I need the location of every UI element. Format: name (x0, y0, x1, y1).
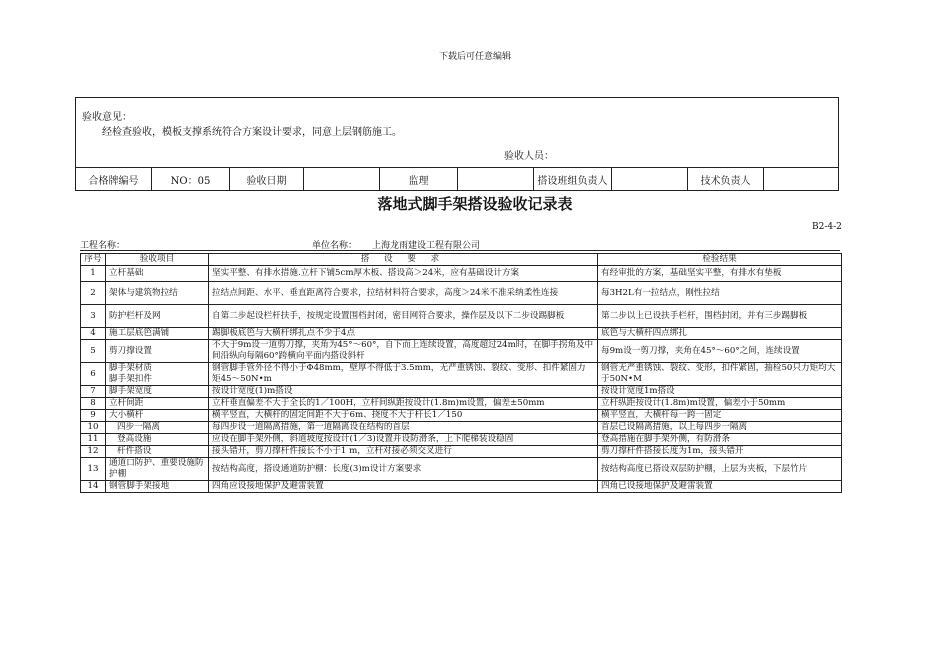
row-item: 立杆基础 (106, 266, 209, 282)
row-item: 四步一隔离 (106, 422, 209, 434)
supervisor-value (458, 168, 534, 191)
row-requirement: 坚实平整、有排水措施.立杆下铺5cm厚木板、搭设高＞24米，应有基础设计方案 (209, 266, 598, 282)
acceptance-opinion-label: 验收意见： (82, 112, 132, 123)
project-label: 工程名称： (80, 241, 126, 251)
row-no: 6 (81, 363, 106, 386)
row-result: 每9m设一剪刀撑，夹角在45°～60°之间，连续设置 (598, 340, 842, 363)
date-label: 验收日期 (230, 168, 304, 191)
acceptance-info-row (76, 167, 838, 191)
row-result: 底笆与大横杆四点绑扎 (598, 328, 842, 340)
row-no: 9 (81, 410, 106, 422)
row-requirement: 四角应设接地保护及避雷装置 (209, 481, 598, 493)
team-leader-label: 搭设班组负责人 (534, 168, 612, 191)
row-item: 脚手架材质 脚手架扣件 (106, 363, 209, 386)
row-requirement: 接头错开，剪刀撑杆件接长不小于1 m，立杆对接必须交叉进行 (209, 446, 598, 458)
tech-leader-label: 技术负责人 (688, 168, 764, 191)
row-result: 四角已设接地保护及避雷装置 (598, 481, 842, 493)
row-requirement: 自第二步起设栏杆扶手，按规定设置围档封闭，密目网符合要求，操作层及以下二步设踢脚板 (209, 305, 598, 328)
row-no: 1 (81, 266, 106, 282)
cert-no-value: NO：05 (152, 168, 230, 191)
document-title: 落地式脚手架搭设验收记录表 (377, 195, 573, 213)
unit-value: 上海龙雨建设工程有限公司 (372, 241, 481, 251)
row-result: 剪刀撑杆件搭接长度为1m，接头错开 (598, 446, 842, 458)
row-result: 登高措施在脚手架外侧，有防滑条 (598, 434, 842, 446)
table-row (81, 340, 842, 363)
header-requirement: 搭 设 要 求 (209, 254, 598, 266)
row-requirement: 不大于9m设一道剪刀撑，夹角为45°～60°，自下而上连续设置，高度超过24m时，在脚手拐角及中间沿纵向每隔60°跨横向平面内搭设斜杆 (209, 340, 598, 363)
table-row (81, 481, 842, 493)
row-result: 每3H2L有一拉结点，刚性拉结 (598, 282, 842, 305)
unit-label: 单位名称： (312, 241, 358, 251)
row-result: 立杆纵距按设计(1.8m)m设置，偏差小于50mm (598, 398, 842, 410)
row-result: 按结构高度已搭设双层防护棚，上层为夹板，下层竹片 (598, 458, 842, 481)
team-leader-value (612, 168, 688, 191)
row-no: 10 (81, 422, 106, 434)
row-requirement: 每四步设一道隔离措施，第一道隔离设在结构的首层 (209, 422, 598, 434)
row-item: 登高设施 (106, 434, 209, 446)
table-row (81, 446, 842, 458)
table-row (81, 398, 842, 410)
row-requirement: 应设在脚手架外侧，斜道坡度按设计(1／3)设置并设防滑条，上下爬梯装设稳固 (209, 434, 598, 446)
form-code: B2-4-2 (812, 222, 842, 232)
row-requirement: 踢脚板底笆与大横杆绑扎点不少于4点 (209, 328, 598, 340)
row-requirement: 立杆垂直偏差不大于全长的1／100H，立杆间纵距按设计(1.8m)m设置，偏差±50mm (209, 398, 598, 410)
row-requirement: 拉结点间距、水平、垂直距离符合要求，拉结材料符合要求，高度＞24米不准采纳柔性连接 (209, 282, 598, 305)
row-no: 2 (81, 282, 106, 305)
table-row (81, 266, 842, 282)
table-row (81, 305, 842, 328)
row-item: 剪刀撑设置 (106, 340, 209, 363)
tech-leader-value (764, 168, 838, 191)
row-item: 架体与建筑物拉结 (106, 282, 209, 305)
table-row (81, 422, 842, 434)
inspection-table (80, 253, 842, 493)
table-row (81, 434, 842, 446)
row-item: 脚手架宽度 (106, 386, 209, 398)
cert-no-label: 合格牌编号 (76, 168, 152, 191)
row-item: 通道口防护、重要设施防护棚 (106, 458, 209, 481)
row-item: 钢管脚手架接地 (106, 481, 209, 493)
header-no: 序号 (81, 254, 106, 266)
header-result: 检验结果 (598, 254, 842, 266)
supervisor-label: 监理 (380, 168, 458, 191)
row-no: 7 (81, 386, 106, 398)
row-requirement: 按结构高度，搭设通道防护棚：长度(3)m设计方案要求 (209, 458, 598, 481)
acceptance-box (75, 97, 839, 191)
table-row (81, 363, 842, 386)
table-row (81, 458, 842, 481)
row-result: 按设计宽度1m搭设 (598, 386, 842, 398)
row-item: 立杆间距 (106, 398, 209, 410)
row-item: 防护栏杆及网 (106, 305, 209, 328)
row-result: 有经审批的方案，基础坚实平整，有排水有垫板 (598, 266, 842, 282)
table-row (81, 328, 842, 340)
table-row (81, 282, 842, 305)
header-item: 验收项目 (106, 254, 209, 266)
row-no: 11 (81, 434, 106, 446)
acceptance-opinion-text: 经检查验收，模板支撑系统符合方案设计要求，同意上层钢筋施工。 (102, 127, 402, 138)
row-result: 钢管无严重锈蚀、裂纹、变形，扣件紧固，抽检50只力矩均大于50N•M (598, 363, 842, 386)
row-no: 5 (81, 340, 106, 363)
row-no: 13 (81, 458, 106, 481)
table-header-row (81, 254, 842, 266)
row-item: 大小横杆 (106, 410, 209, 422)
row-item: 施工层底笆满铺 (106, 328, 209, 340)
header-note: 下载后可任意编辑 (438, 52, 511, 62)
row-no: 4 (81, 328, 106, 340)
row-no: 8 (81, 398, 106, 410)
row-no: 14 (81, 481, 106, 493)
table-row (81, 386, 842, 398)
row-no: 12 (81, 446, 106, 458)
table-row (81, 410, 842, 422)
row-requirement: 按设计宽度(1)m搭设 (209, 386, 598, 398)
project-info-line (80, 238, 840, 251)
row-item: 杆件搭设 (106, 446, 209, 458)
row-requirement: 钢管脚手管外径不得小于Φ48mm，壁厚不得低于3.5mm，无严重锈蚀、裂纹、变形、扣件紧固力矩45～50N•m (209, 363, 598, 386)
row-result: 横平竖直，大横杆每一跨一固定 (598, 410, 842, 422)
row-result: 首层已设隔离措施，以上每四步一隔离 (598, 422, 842, 434)
date-value (304, 168, 380, 191)
inspector-label: 验收人员： (504, 151, 554, 162)
row-result: 第二步以上已设扶手栏杆，围档封闭，并有三步踢脚板 (598, 305, 842, 328)
row-no: 3 (81, 305, 106, 328)
row-requirement: 横平竖直，大横杆的固定间距不大于6m、挠度不大于杆长1／150 (209, 410, 598, 422)
